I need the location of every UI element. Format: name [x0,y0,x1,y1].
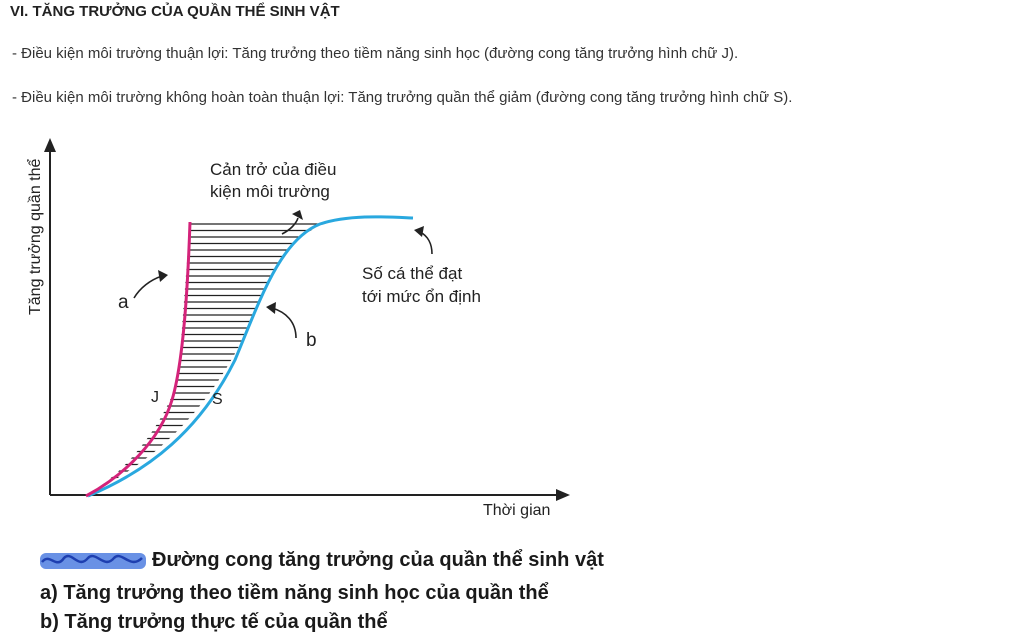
environmental-resistance-hatch [60,224,340,491]
label-j: J [151,389,159,406]
paragraph-j-curve: - Điều kiện môi trường thuận lợi: Tăng trưởng theo tiềm năng sinh học (đường cong tăng trưởng hình chữ J). [12,45,739,62]
j-curve [86,222,190,496]
figure-caption-item-b: b) Tăng trưởng thực tế của quần thể [40,611,388,633]
s-curve [88,217,413,496]
resistance-annotation-line2: kiện môi trường [210,182,330,201]
stable-annotation-line1: Số cá thể đạt [362,264,463,283]
growth-curve-diagram [0,130,600,530]
resistance-annotation-line1: Cản trở của điều [210,160,337,179]
x-axis-label: Thời gian [483,502,551,519]
redaction-scribble [38,548,150,574]
label-s: S [212,391,223,408]
y-axis-label: Tăng trưởng quần thể [27,158,44,315]
section-heading: VI. TĂNG TRƯỞNG CỦA QUẦN THỂ SINH VẬT [10,3,340,20]
paragraph-s-curve: - Điều kiện môi trường không hoàn toàn thuận lợi: Tăng trưởng quần thể giảm (đường cong tăng trưởng hình chữ S). [12,89,793,106]
stable-annotation-line2: tới mức ổn định [362,287,481,306]
figure-caption-title: Đường cong tăng trưởng của quần thể sinh vật [152,549,604,571]
figure-caption-item-a: a) Tăng trưởng theo tiềm năng sinh học của quần thể [40,582,549,604]
label-b: b [306,330,317,351]
label-a: a [118,292,129,313]
